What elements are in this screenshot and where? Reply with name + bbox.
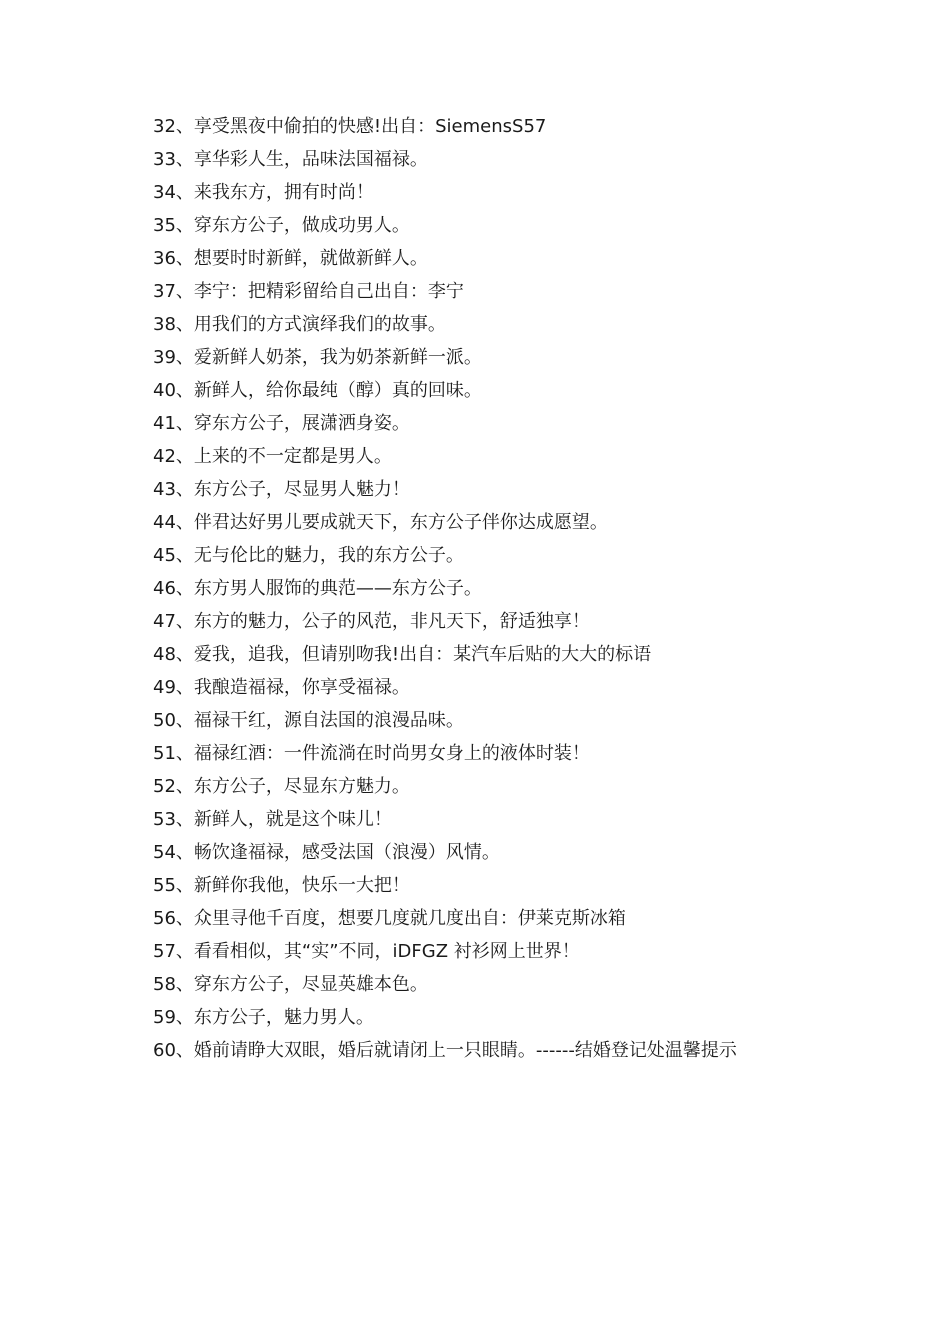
slogan-line-42: 42、上来的不一定都是男人。 — [153, 446, 392, 467]
slogan-line-52: 52、东方公子，尽显东方魅力。 — [153, 776, 410, 797]
slogan-line-38: 38、用我们的方式演绎我们的故事。 — [153, 314, 446, 335]
slogan-line-51: 51、福禄红酒：一件流淌在时尚男女身上的液体时装！ — [153, 743, 590, 764]
slogan-line-37: 37、李宁：把精彩留给自己出自：李宁 — [153, 281, 464, 302]
slogan-line-43: 43、东方公子，尽显男人魅力！ — [153, 479, 410, 500]
slogan-list — [153, 112, 913, 1069]
slogan-line-39: 39、爱新鲜人奶茶，我为奶茶新鲜一派。 — [153, 347, 482, 368]
slogan-line-47: 47、东方的魅力，公子的风范，非凡天下，舒适独享！ — [153, 611, 590, 632]
slogan-line-58: 58、穿东方公子，尽显英雄本色。 — [153, 974, 428, 995]
slogan-line-60: 60、婚前请睁大双眼，婚后就请闭上一只眼睛。------结婚登记处温馨提示 — [153, 1040, 737, 1061]
slogan-line-35: 35、穿东方公子，做成功男人。 — [153, 215, 410, 236]
slogan-line-33: 33、享华彩人生，品味法国福禄。 — [153, 149, 428, 170]
slogan-line-41: 41、穿东方公子，展潇洒身姿。 — [153, 413, 410, 434]
slogan-line-59: 59、东方公子，魅力男人。 — [153, 1007, 374, 1028]
slogan-line-36: 36、想要时时新鲜，就做新鲜人。 — [153, 248, 428, 269]
slogan-line-46: 46、东方男人服饰的典范——东方公子。 — [153, 578, 482, 599]
slogan-line-48: 48、爱我，追我，但请别吻我!出自：某汽车后贴的大大的标语 — [153, 644, 652, 665]
slogan-line-50: 50、福禄干红，源自法国的浪漫品味。 — [153, 710, 464, 731]
slogan-line-45: 45、无与伦比的魅力，我的东方公子。 — [153, 545, 464, 566]
slogan-line-34: 34、来我东方，拥有时尚！ — [153, 182, 374, 203]
slogan-line-32: 32、享受黑夜中偷拍的快感!出自：SiemensS57 — [153, 116, 547, 137]
slogan-line-56: 56、众里寻他千百度，想要几度就几度出自：伊莱克斯冰箱 — [153, 908, 626, 929]
slogan-line-57: 57、看看相似，其“实”不同，iDFGZ 衬衫网上世界！ — [153, 941, 580, 962]
slogan-line-44: 44、伴君达好男儿要成就天下，东方公子伴你达成愿望。 — [153, 512, 608, 533]
slogan-line-55: 55、新鲜你我他，快乐一大把！ — [153, 875, 410, 896]
slogan-line-54: 54、畅饮逢福禄，感受法国（浪漫）风情。 — [153, 842, 500, 863]
slogan-line-49: 49、我酿造福禄，你享受福禄。 — [153, 677, 410, 698]
slogan-line-53: 53、新鲜人，就是这个味儿！ — [153, 809, 392, 830]
slogan-line-40: 40、新鲜人，给你最纯（醇）真的回味。 — [153, 380, 482, 401]
